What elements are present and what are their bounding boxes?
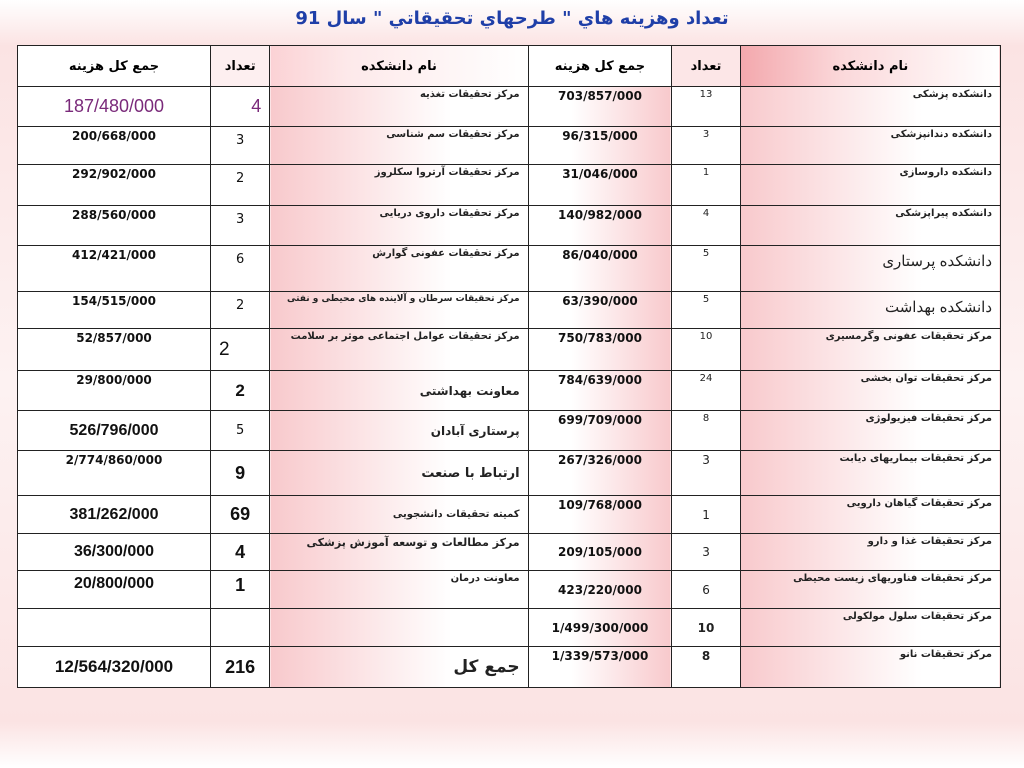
count-cell: 5 [672, 246, 740, 292]
faculty-name-cell: مرکز تحقیقات فناوریهای زیست محیطی [740, 571, 1000, 609]
cost-cell: 29/800/000 [18, 371, 211, 411]
faculty-name-cell: دانشکده داروسازی [740, 165, 1000, 206]
header-total-cost: جمع کل هزینه [528, 46, 672, 87]
count-cell: 6 [211, 246, 270, 292]
cost-cell: 267/326/000 [528, 451, 672, 496]
count-cell: 24 [672, 371, 740, 411]
cost-cell: 209/105/000 [528, 534, 672, 571]
count-cell: 10 [672, 329, 740, 371]
count-cell: 69 [211, 496, 270, 534]
cost-cell: 154/515/000 [18, 292, 211, 329]
table-row [18, 371, 1001, 411]
count-cell: 3 [672, 451, 740, 496]
table-row [18, 534, 1001, 571]
center-name-cell: مرکز تحقیقات تغذیه [270, 87, 528, 127]
table-row [18, 609, 1001, 647]
header-faculty-name: نام دانشکده [740, 46, 1000, 87]
cost-cell: 109/768/000 [528, 496, 672, 534]
faculty-name-cell: مرکز تحقیقات فیزیولوژی [740, 411, 1000, 451]
center-name-cell: معاونت بهداشتی [270, 371, 528, 411]
table-row [18, 496, 1001, 534]
table-row [18, 571, 1001, 609]
faculty-name-cell: مرکز تحقیقات غذا و دارو [740, 534, 1000, 571]
page-title: تعداد وهزينه هاي " طرحهاي تحقيقاتي " سال 91 [295, 8, 729, 29]
center-name-cell: مرکز مطالعات و توسعه آموزش پزشکی [270, 534, 528, 571]
cost-cell: 526/796/000 [18, 411, 211, 451]
count-cell: 2 [211, 292, 270, 329]
cost-cell: 381/262/000 [18, 496, 211, 534]
table-row [18, 165, 1001, 206]
count-cell: 3 [211, 127, 270, 165]
count-cell: 2 [211, 329, 270, 371]
cost-cell: 140/982/000 [528, 206, 672, 246]
faculty-name-cell: دانشکده دندانپزشکی [740, 127, 1000, 165]
faculty-name-cell: مرکز تحقیقات توان بخشی [740, 371, 1000, 411]
grand-total-count: 216 [211, 647, 270, 688]
table-row [18, 206, 1001, 246]
cost-cell: 52/857/000 [18, 329, 211, 371]
center-name-cell [270, 609, 528, 647]
cost-cell: 1/499/300/000 [528, 609, 672, 647]
cost-cell: 20/800/000 [18, 571, 211, 609]
faculty-name-cell: مرکز تحقیقات نانو [740, 647, 1000, 688]
faculty-name-cell: مرکز تحقیقات سلول مولکولی [740, 609, 1000, 647]
faculty-name-cell: دانشکده پرستاری [740, 246, 1000, 292]
faculty-name-cell: دانشکده پیراپزشکی [740, 206, 1000, 246]
cost-cell: 187/480/000 [18, 87, 211, 127]
grand-total-cost: 12/564/320/000 [18, 647, 211, 688]
cost-cell: 63/390/000 [528, 292, 672, 329]
count-cell: 1 [211, 571, 270, 609]
header-total-cost: جمع کل هزینه [18, 46, 211, 87]
cost-cell: 703/857/000 [528, 87, 672, 127]
table-row [18, 246, 1001, 292]
cost-cell: 412/421/000 [18, 246, 211, 292]
count-cell: 2 [211, 165, 270, 206]
center-name-cell: کمیته تحقیقات دانشجویی [270, 496, 528, 534]
count-cell: 10 [672, 609, 740, 647]
center-name-cell: ارتباط با صنعت [270, 451, 528, 496]
count-cell: 4 [211, 534, 270, 571]
table-row [18, 451, 1001, 496]
table-row-total [18, 647, 1001, 688]
count-cell: 5 [672, 292, 740, 329]
faculty-name-cell: مرکز تحقیقات بیماریهای دیابت [740, 451, 1000, 496]
cost-cell: 36/300/000 [18, 534, 211, 571]
faculty-name-cell: مرکز تحقیقات گیاهان دارویی [740, 496, 1000, 534]
table-row [18, 87, 1001, 127]
center-name-cell: مرکز تحقیقات داروی دریایی [270, 206, 528, 246]
table-header-row [18, 46, 1001, 87]
header-count: تعداد [672, 46, 740, 87]
cost-cell: 292/902/000 [18, 165, 211, 206]
cost-cell [18, 609, 211, 647]
center-name-cell: مرکز تحقیقات آرتروا سکلروز [270, 165, 528, 206]
research-projects-table [17, 45, 1001, 688]
count-cell: 4 [672, 206, 740, 246]
count-cell: 3 [211, 206, 270, 246]
center-name-cell: معاونت درمان [270, 571, 528, 609]
count-cell [211, 609, 270, 647]
header-count: تعداد [211, 46, 270, 87]
center-name-cell: مرکز تحقیقات عوامل اجتماعی موثر بر سلامت [270, 329, 528, 371]
table-row [18, 411, 1001, 451]
count-cell: 5 [211, 411, 270, 451]
faculty-name-cell: دانشکده بهداشت [740, 292, 1000, 329]
cost-cell: 86/040/000 [528, 246, 672, 292]
cost-cell: 288/560/000 [18, 206, 211, 246]
cost-cell: 1/339/573/000 [528, 647, 672, 688]
count-cell: 9 [211, 451, 270, 496]
cost-cell: 784/639/000 [528, 371, 672, 411]
cost-cell: 2/774/860/000 [18, 451, 211, 496]
cost-cell: 200/668/000 [18, 127, 211, 165]
count-cell: 13 [672, 87, 740, 127]
count-cell: 3 [672, 127, 740, 165]
faculty-name-cell: دانشکده پزشکی [740, 87, 1000, 127]
count-cell: 3 [672, 534, 740, 571]
cost-cell: 96/315/000 [528, 127, 672, 165]
center-name-cell: مرکز تحقیقات سرطان و آلاینده های محیطی و نفتی [270, 292, 528, 329]
cost-cell: 750/783/000 [528, 329, 672, 371]
count-cell: 2 [211, 371, 270, 411]
count-cell: 1 [672, 165, 740, 206]
table-row [18, 292, 1001, 329]
cost-cell: 699/709/000 [528, 411, 672, 451]
center-name-cell: مرکز تحقیقات عفونی گوارش [270, 246, 528, 292]
cost-cell: 31/046/000 [528, 165, 672, 206]
center-name-cell: مرکز تحقیقات سم شناسی [270, 127, 528, 165]
center-name-cell: پرستاری آبادان [270, 411, 528, 451]
table-row [18, 127, 1001, 165]
header-faculty-name: نام دانشکده [270, 46, 528, 87]
count-cell: 4 [211, 87, 270, 127]
grand-total-label: جمع کل [270, 647, 528, 688]
count-cell: 8 [672, 647, 740, 688]
cost-cell: 423/220/000 [528, 571, 672, 609]
faculty-name-cell: مرکز تحقیقات عفونی وگرمسیری [740, 329, 1000, 371]
table-row [18, 329, 1001, 371]
count-cell: 1 [672, 496, 740, 534]
count-cell: 8 [672, 411, 740, 451]
count-cell: 6 [672, 571, 740, 609]
